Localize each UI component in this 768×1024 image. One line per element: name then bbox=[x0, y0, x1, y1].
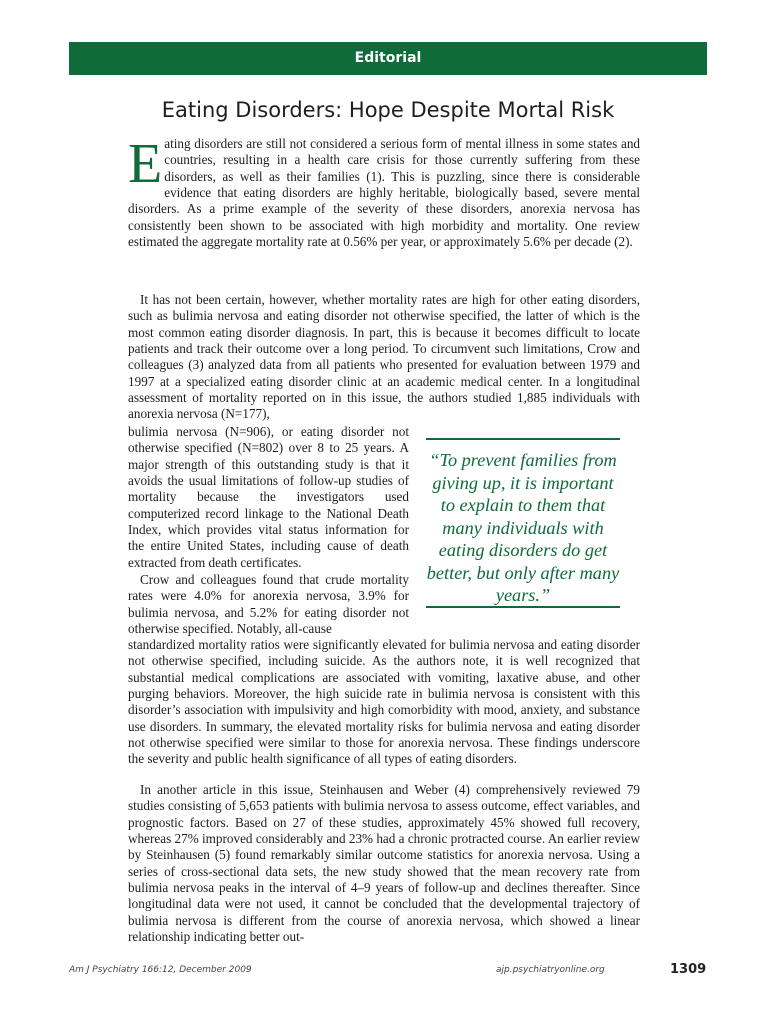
journal-url[interactable]: ajp.psychiatryonline.org bbox=[496, 965, 605, 975]
pull-quote: “To prevent families from giving up, it is important to explain to them that many individuals with eating disorders do get better, but only after many years.” bbox=[426, 438, 620, 608]
article-title: Eating Disorders: Hope Despite Mortal Risk bbox=[161, 98, 615, 122]
paragraph-1-rest: states and countries, resulting in a health care crisis for those currently suffering from these disorders, as well as their families (1). This is puzzling, since there is considerable evidence that eating disorders are highly heritable, biologically based, severe mental disorders. As a prime example of the severity of these disorders, anorexia nervosa has consistently been shown to be associated with high morbidity and mortality. One review estimated the aggregate mortality rate at 0.56% per year, or approximately 5.6% per decade (2). bbox=[128, 136, 641, 250]
paragraph-1 bbox=[128, 133, 641, 250]
paragraph-2-narrow: bulimia nervosa (N=906), or eating disorder not otherwise specified (N=802) over 8 to 25 years. A major strength of this outstanding study is that it avoids the usual limitations of follow-up studies of mortality because the investigators used computerized record linkage to the National Death Index, which provides vital status information for the entire United States, including cause of death extracted from death certificates. bbox=[128, 424, 409, 570]
journal-citation: Am J Psychiatry 166:12, December 2009 bbox=[69, 965, 252, 975]
paragraph-4: In another article in this issue, Steinhausen and Weber (4) comprehensively reviewed 79 studies consisting of 5,653 patients with bulimia nervosa to assess outcome, effect variables, and prognostic factors. Based on 27 of these studies, approximately 45% showed full recovery, whereas 27% improved considerably and 23% had a chronic protracted course. An earlier review by Steinhausen (5) found remarkably similar outcome statistics for anorexia nervosa. Using a series of cross-sectional data sets, the new study showed that the mean recovery rate from bulimia nervosa peaks in the interval of 4–9 years of follow-up and declines thereafter. Since longitudinal data were not used, it cannot be concluded that the developmental trajectory of bulimia nervosa is different from the course of anorexia nervosa, which showed a linear relationship indicating better out- bbox=[128, 782, 640, 945]
paragraph-3-narrow: Crow and colleagues found that crude mortality rates were 4.0% for anorexia nervosa, 3.9% for bulimia nervosa, and 5.2% for eating disorder not otherwise specified. Notably, all-cause bbox=[128, 572, 409, 637]
paragraph-3-full-width: standardized mortality ratios were significantly elevated for bulimia nervosa and eating disorder not otherwise specified, including suicide. As the authors note, it is well recognized that substantial medical complications are associated with vomiting, laxative abuse, and other purging behaviors. Moreover, the high suicide rate in bulimia nervosa is consistent with this disorder’s association with impulsivity and high comorbidity with mood, anxiety, and substance use disorders. In summary, the elevated mortality risks for bulimia nervosa and eating disorder not otherwise specified were similar to those for anorexia nervosa. These findings underscore the severity and public health significance of all types of eating disorders. bbox=[128, 637, 640, 767]
drop-cap: E bbox=[128, 133, 163, 195]
page-number: 1309 bbox=[670, 962, 707, 977]
section-banner: Editorial bbox=[69, 42, 707, 75]
paragraph-2-full-width: It has not been certain, however, whether mortality rates are high for other eating disorders, such as bulimia nervosa and eating disorder not otherwise specified, the latter of which is the most common eating disorder diagnosis. In part, this is because it becomes difficult to locate patients and track their outcome over a long period. To circumvent such limitations, Crow and colleagues (3) analyzed data from all patients who presented for evaluation between 1979 and 1997 at a specialized eating disorder clinic at an academic medical center. In a longitudinal assessment of mortality reported on in this issue, the authors studied 1,885 individuals with anorexia nervosa (N=177), bbox=[128, 292, 640, 422]
paragraph-1-first-line: ating disorders are still not considered a serious form of mental illness in some bbox=[164, 136, 585, 151]
